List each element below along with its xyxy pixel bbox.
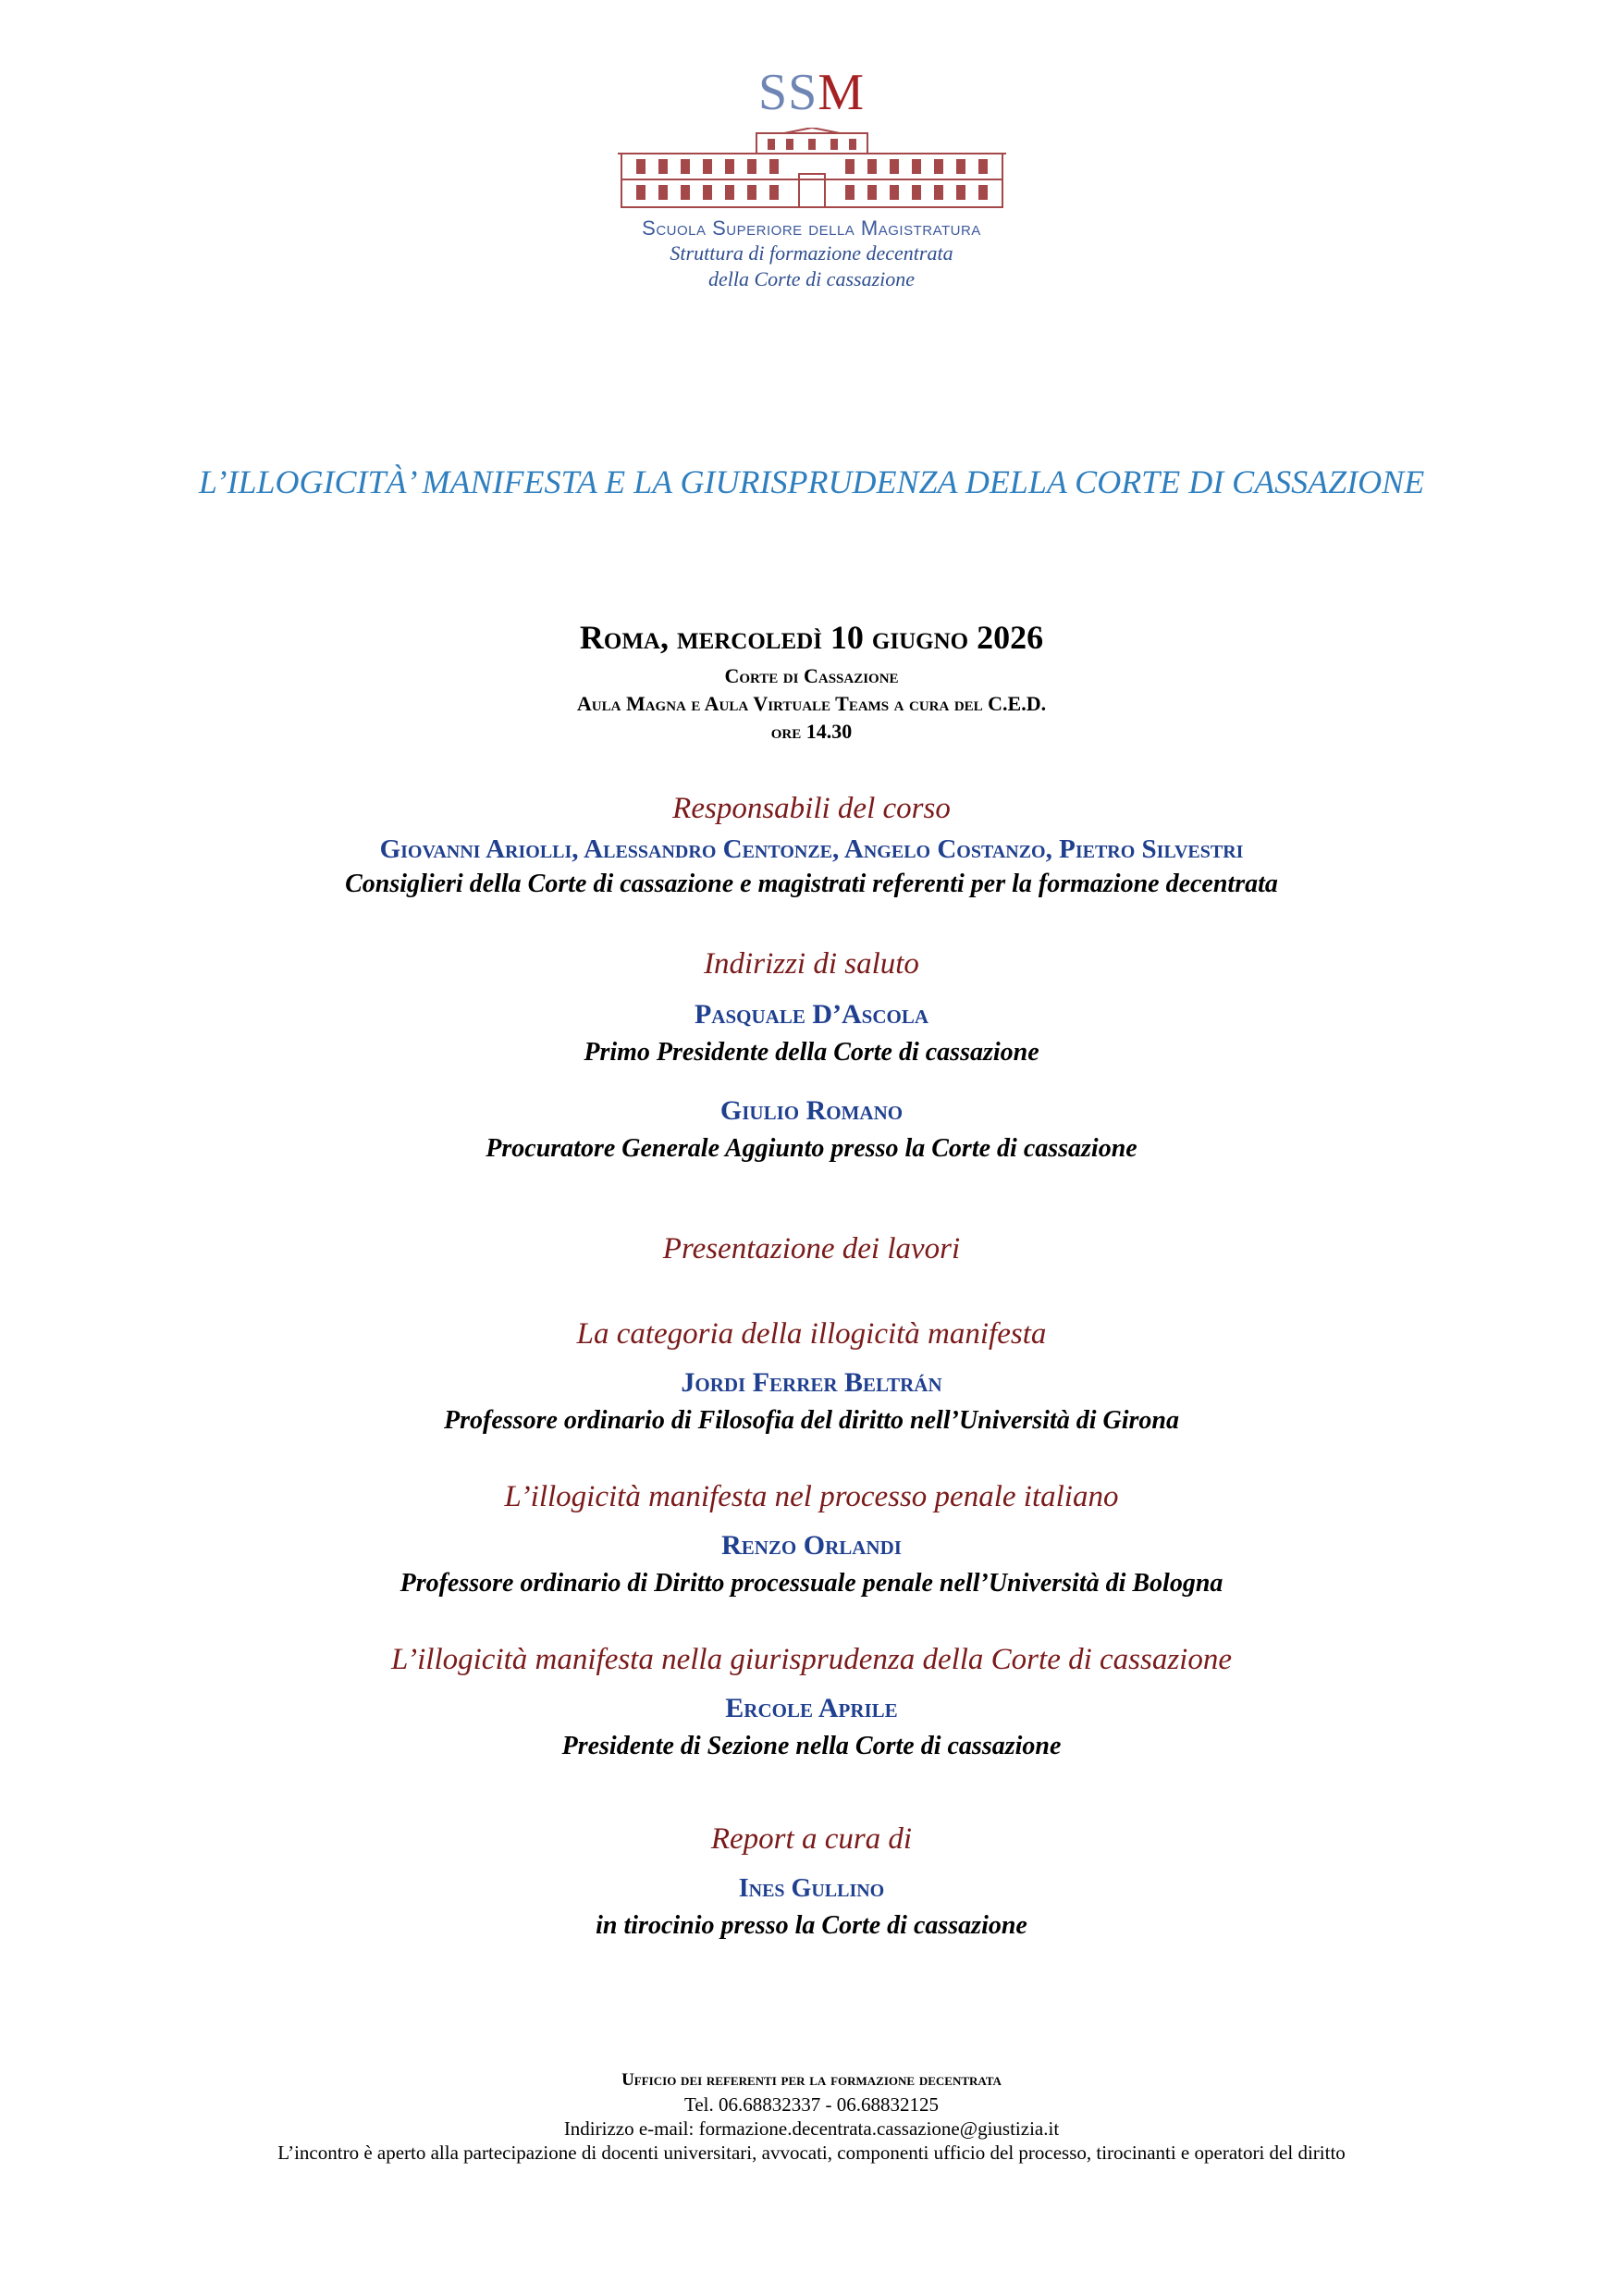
logo <box>0 65 1623 292</box>
report-name: Ines Gullino <box>738 1874 885 1903</box>
logo-subtitle-2: della Corte di cassazione <box>707 267 916 290</box>
footer-email: Indirizzo e-mail: formazione.decentrata.cassazione@giustizia.it <box>563 2117 1060 2140</box>
talk-title: L’illogicità manifesta nella giurisprudenza della Corte di cassazione <box>391 1643 1232 1676</box>
logo-ssm: SSM <box>757 64 866 121</box>
talk-speaker-role: Professore ordinario di Filosofia del diritto nell’Università di Girona <box>444 1406 1179 1435</box>
event-venue: Corte di Cassazione <box>724 664 899 687</box>
talk-speaker: Renzo Orlandi <box>721 1530 902 1561</box>
saluti-person-role: Primo Presidente della Corte di cassazione <box>584 1038 1039 1067</box>
footer-tel: Tel. 06.68832337 - 06.68832125 <box>683 2093 939 2116</box>
talk-speaker-role: Professore ordinario di Diritto processuale penale nell’Università di Bologna <box>400 1569 1223 1598</box>
talk-title: La categoria della illogicità manifesta <box>576 1317 1047 1351</box>
report-role: in tirocinio presso la Corte di cassazione <box>596 1911 1027 1940</box>
talk-speaker: Jordi Ferrer Beltrán <box>681 1367 942 1398</box>
event-place-date: Roma, mercoledì 10 giugno 2026 <box>579 619 1044 656</box>
logo-subtitle-1: Struttura di formazione decentrata <box>670 241 953 265</box>
logo-school-name: Scuola Superiore della Magistratura <box>642 216 981 240</box>
section-report-heading: Report a cura di <box>710 1822 913 1856</box>
section-saluti-heading: Indirizzi di saluto <box>704 947 919 981</box>
footer <box>0 2068 1623 2165</box>
responsabili-role: Consiglieri della Corte di cassazione e magistrati referenti per la formazione decentrata <box>345 870 1278 898</box>
section-responsabili-heading: Responsabili del corso <box>672 792 951 825</box>
page-title: L’ILLOGICITÀ’ MANIFESTA E LA GIURISPRUDENZA DELLA CORTE DI CASSAZIONE <box>198 463 1425 500</box>
saluti-person-name: Giulio Romano <box>719 1095 904 1126</box>
building-icon <box>618 128 1006 211</box>
responsabili-names: Giovanni Ariolli, Alessandro Centonze, Angelo Costanzo, Pietro Silvestri <box>379 834 1244 864</box>
footer-office: Ufficio dei referenti per la formazione decentrata <box>621 2070 1002 2090</box>
talk-speaker: Ercole Aprile <box>725 1693 898 1723</box>
talk-speaker-role: Presidente di Sezione nella Corte di cassazione <box>561 1732 1062 1760</box>
saluti-person-name: Pasquale D’Ascola <box>694 999 929 1030</box>
event-rooms: Aula Magna e Aula Virtuale Teams a cura del C.E.D. <box>576 692 1047 715</box>
footer-note: L’incontro è aperto alla partecipazione di docenti universitari, avvocati, componenti ufficio del processo, tirocinanti e operatori del diritto <box>277 2142 1346 2164</box>
event-info <box>0 662 1623 746</box>
section-presentazione-heading: Presentazione dei lavori <box>662 1232 961 1265</box>
talk-title: L’illogicità manifesta nel processo penale italiano <box>504 1480 1119 1513</box>
saluti-person-role: Procuratore Generale Aggiunto presso la Corte di cassazione <box>486 1134 1137 1163</box>
event-time: ore 14.30 <box>770 720 853 743</box>
